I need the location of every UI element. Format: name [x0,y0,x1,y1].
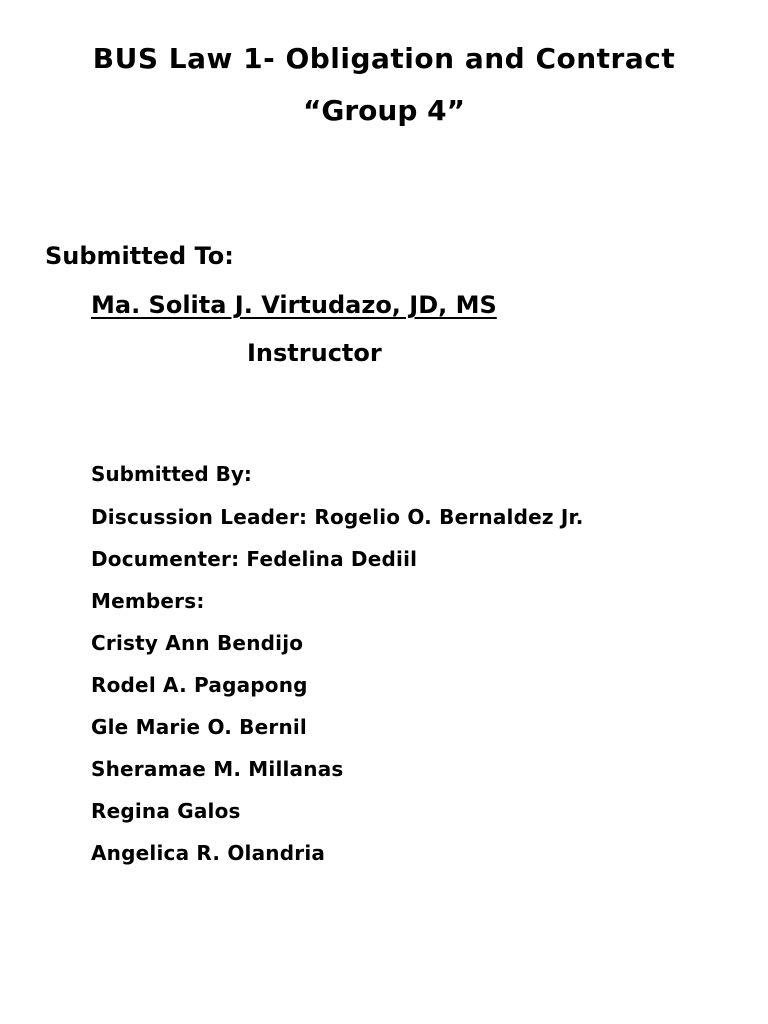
member-name: Angelica R. Olandria [91,841,326,865]
member-name: Gle Marie O. Bernil [91,715,307,739]
member-name: Cristy Ann Bendijo [91,631,304,655]
instructor-role: Instructor [247,339,382,367]
discussion-leader-line: Discussion Leader: Rogelio O. Bernaldez Jr. [91,505,584,529]
member-name: Sheramae M. Millanas [91,757,344,781]
member-name: Rodel A. Pagapong [91,673,308,697]
submitted-by-heading: Submitted By: [91,462,252,486]
documenter-line: Documenter: Fedelina Dediil [91,547,418,571]
members-heading: Members: [91,589,205,613]
document-title: BUS Law 1- Obligation and Contract [92,42,676,75]
group-name: “Group 4” [302,94,466,127]
member-name: Regina Galos [91,799,241,823]
submitted-to-heading: Submitted To: [45,242,234,270]
instructor-name: Ma. Solita J. Virtudazo, JD, MS [91,291,497,319]
